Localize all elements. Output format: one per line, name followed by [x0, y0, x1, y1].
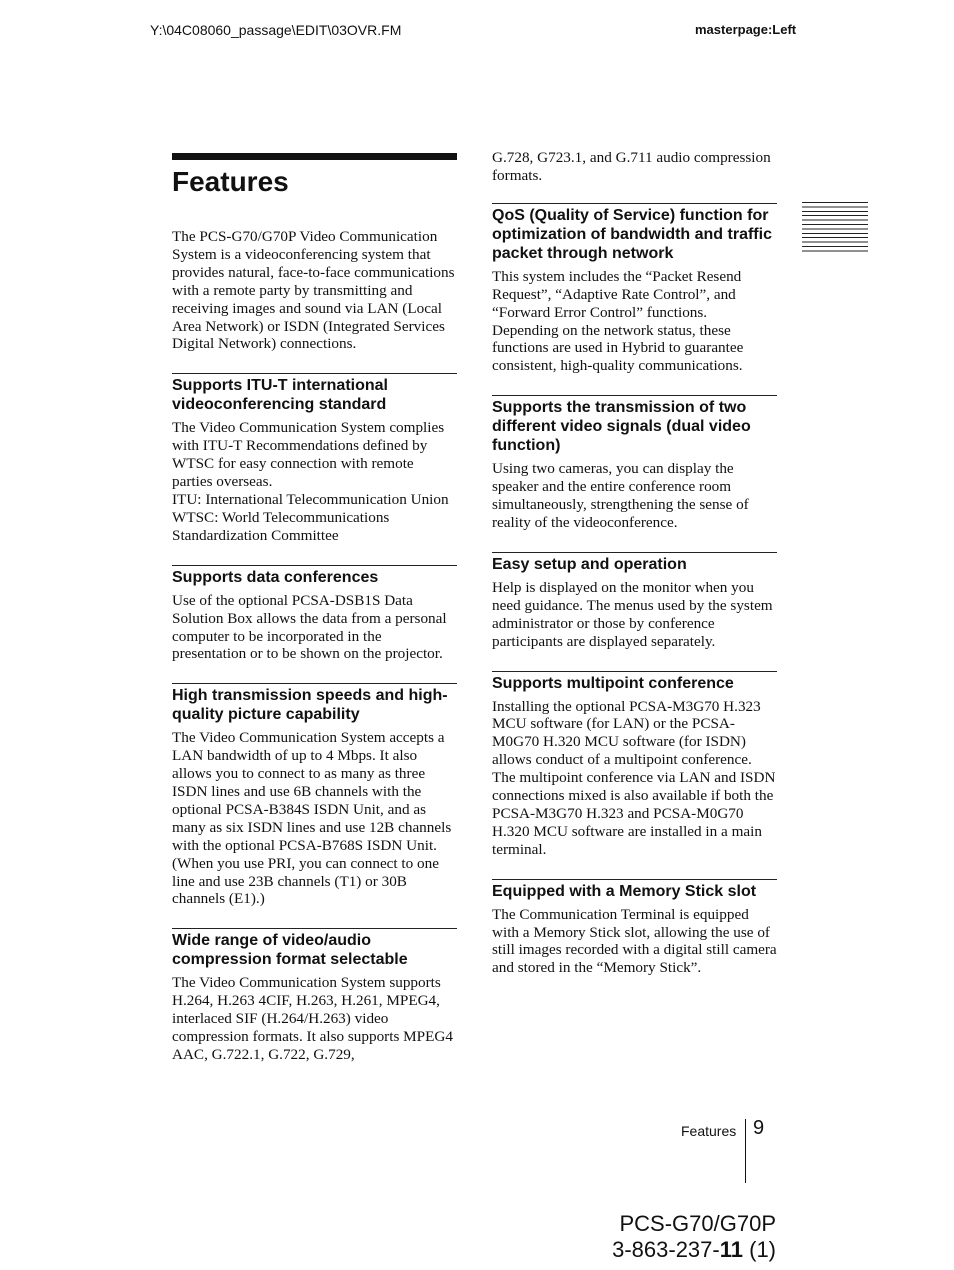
section-paragraph: The multipoint conference via LAN and ISDN connections mixed is also available if both the PCSA-M3G70 H.323 and PCSA-M0G70 H.320 MCU software are installed in a main terminal. — [492, 769, 776, 858]
feature-section — [492, 671, 777, 859]
right-sections — [492, 203, 777, 977]
code-suffix: (1) — [743, 1237, 776, 1262]
intro-paragraph: The PCS-G70/G70P Video Communication System is a videoconferencing system that provides natural, face-to-face communications with a remote party by transmitting and receiving images and sound via LAN (Local Area Network) or ISDN (Integrated Services Digital Network) connections. — [172, 228, 455, 353]
section-heading: Supports the transmission of two different video signals (dual video function) — [492, 399, 751, 455]
title-rule — [172, 153, 457, 160]
footer-rule — [745, 1119, 746, 1183]
section-paragraph: Use of the optional PCSA-DSB1S Data Solution Box allows the data from a personal computer to be incorporated in the presentation or to be shown on the projector. — [172, 591, 447, 663]
section-heading: Easy setup and operation — [492, 555, 687, 573]
section-heading: QoS (Quality of Service) function for optimization of bandwidth and traffic packet through network — [492, 206, 772, 262]
section-tab-stripes — [802, 202, 868, 254]
right-column — [492, 149, 777, 977]
feature-section — [172, 373, 457, 544]
page-number: 9 — [753, 1117, 765, 1139]
section-paragraph: ITU: International Telecommunication Union — [172, 490, 449, 508]
section-heading: Wide range of video/audio compression format selectable — [172, 932, 408, 969]
section-heading: Supports multipoint conference — [492, 674, 734, 692]
section-paragraph: WTSC: World Telecommunications Standardization Committee — [172, 508, 390, 544]
document-code — [612, 1237, 776, 1263]
model-block — [612, 1211, 776, 1263]
header-masterpage: masterpage:Left — [695, 22, 797, 37]
section-heading: Supports data conferences — [172, 568, 379, 586]
section-heading: High transmission speeds and high-quality picture capability — [172, 687, 448, 724]
section-heading: Supports ITU-T international videoconferencing standard — [172, 377, 388, 414]
feature-section — [172, 565, 457, 664]
feature-section — [492, 552, 777, 651]
header-file-path: Y:\04C08060_passage\EDIT\03OVR.FM — [150, 22, 402, 38]
section-paragraph: Installing the optional PCSA-M3G70 H.323 MCU software (for LAN) or the PCSA-M0G70 H.320 MCU software (for ISDN) allows conduct of a multipoint conference. — [492, 697, 761, 769]
section-paragraph: Help is displayed on the monitor when you need guidance. The menus used by the system administrator or those by conference participants are displayed separately. — [492, 578, 773, 650]
feature-section — [172, 683, 457, 908]
code-bold: 11 — [719, 1237, 743, 1262]
page-title: Features — [172, 166, 289, 197]
feature-section — [172, 928, 457, 1064]
section-heading: Equipped with a Memory Stick slot — [492, 882, 757, 900]
footer-section-label: Features — [681, 1123, 737, 1139]
feature-section — [492, 395, 777, 532]
left-sections — [172, 373, 457, 1064]
feature-section — [492, 203, 777, 375]
section-paragraph: The Communication Terminal is equipped with a Memory Stick slot, allowing the use of still images recorded with a digital still camera and stored in the “Memory Stick”. — [492, 905, 777, 977]
section-paragraph: Using two cameras, you can display the speaker and the entire conference room simultaneously, strengthening the sense of reality of the videoconference. — [492, 460, 749, 531]
continued-paragraph: G.728, G723.1, and G.711 audio compression formats. — [492, 149, 771, 184]
code-prefix: 3-863-237- — [612, 1237, 720, 1262]
section-paragraph: The Video Communication System complies with ITU-T Recommendations defined by WTSC for easy connection with remote parties overseas. — [172, 419, 445, 491]
model-name: PCS-G70/G70P — [619, 1211, 776, 1236]
section-paragraph: The Video Communication System supports H.264, H.263 4CIF, H.263, H.261, MPEG4, interlaced SIF (H.264/H.263) video compression formats. It also supports MPEG4 AAC, G.722.1, G.722, G.729, — [172, 974, 453, 1063]
left-column — [172, 153, 457, 1064]
feature-section — [492, 879, 777, 978]
section-paragraph: This system includes the “Packet Resend Request”, “Adaptive Rate Control”, and “Forward Error Control” functions. Depending on the network status, these functions are used in Hybrid to guarantee consistent, high-quality communications. — [492, 267, 744, 375]
section-paragraph: The Video Communication System accepts a LAN bandwidth of up to 4 Mbps. It also allows you to connect to as many as three ISDN lines and use 6B channels with the optional PCSA-B384S ISDN Unit, and as many as six ISDN lines and use 12B channels with the optional PCSA-B768S ISDN Unit. (When you use PRI, you can connect to one line and use 23B channels (T1) or 30B channels (E1).) — [172, 729, 452, 908]
